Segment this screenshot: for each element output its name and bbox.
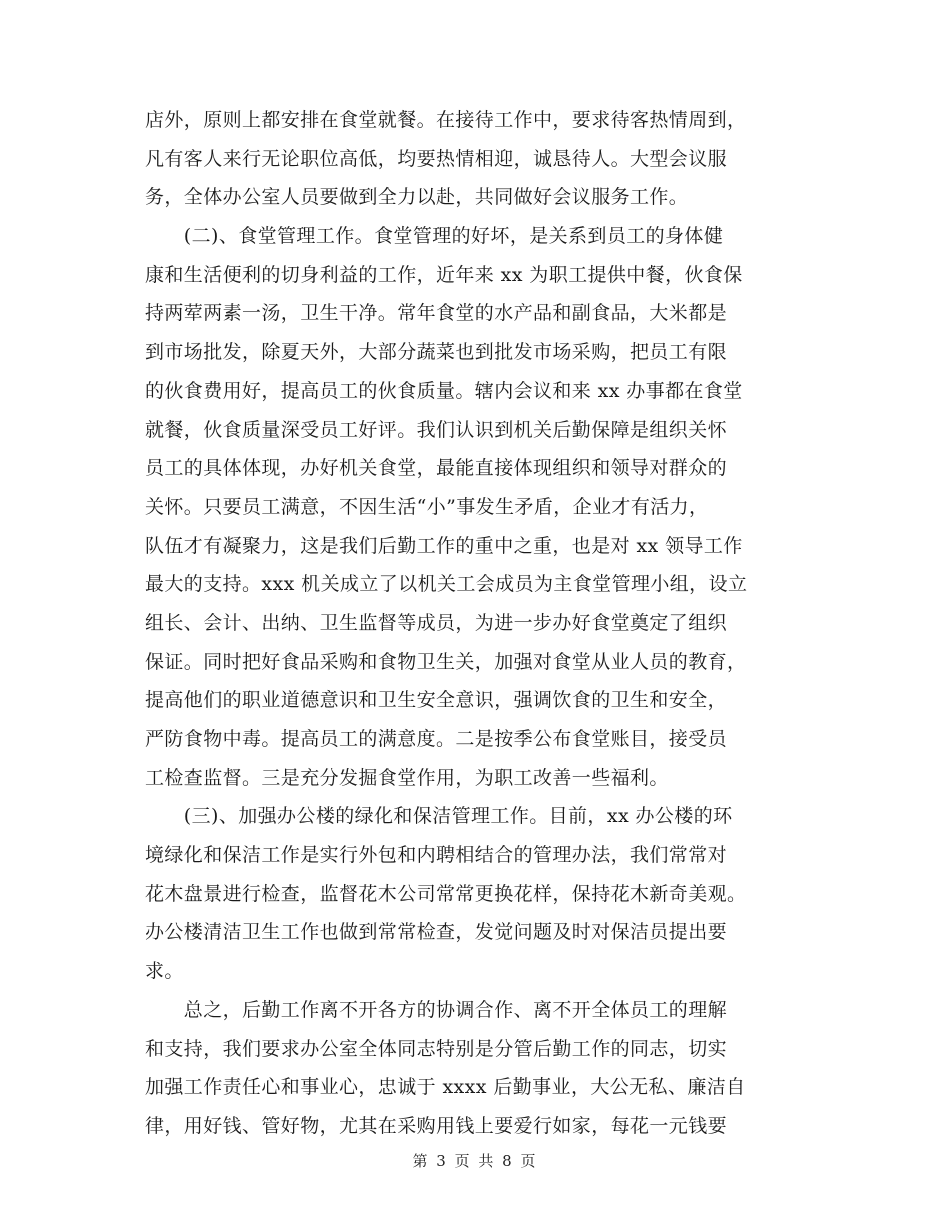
text-line: 就餐，伙食质量深受员工好评。我们认识到机关后勤保障是组织关怀: [145, 418, 728, 441]
text-line: 加强工作责任心和事业心，忠诚于 xxxx 后勤事业，大公无私、廉洁自: [145, 1076, 746, 1099]
text-line: 花木盘景进行检查，监督花木公司常常更换花样，保持花木新奇美观。: [145, 882, 747, 905]
text-line: 务，全体办公室人员要做到全力以赴，共同做好会议服务工作。: [145, 186, 689, 209]
text-line: 总之，后勤工作离不开各方的协调合作、离不开全体员工的理解: [145, 998, 728, 1021]
text-line: 提高他们的职业道德意识和卫生安全意识，强调饮食的卫生和安全，: [145, 689, 728, 712]
text-line: 工检查监督。三是充分发掘食堂作用，为职工改善一些福利。: [145, 766, 669, 789]
page-footer: 第 3 页 共 8 页: [412, 1152, 538, 1170]
text-line: 最大的支持。xxx 机关成立了以机关工会成员为主食堂管理小组，设立: [145, 573, 748, 596]
text-line: 凡有客人来行无论职位高低，均要热情相迎，诚恳待人。大型会议服: [145, 147, 728, 170]
text-line: 和支持，我们要求办公室全体同志特别是分管后勤工作的同志，切实: [145, 1037, 728, 1060]
text-line: 组长、会计、出纳、卫生监督等成员，为进一步办好食堂奠定了组织: [145, 611, 728, 634]
text-line: (二)、食堂管理工作。食堂管理的好坏，是关系到员工的身体健: [145, 225, 724, 248]
text-line: 队伍才有凝聚力，这是我们后勤工作的重中之重，也是对 xx 领导工作: [145, 534, 743, 557]
text-line: 的伙食费用好，提高员工的伙食质量。辖内会议和来 xx 办事都在食堂: [145, 379, 743, 402]
text-line: 关怀。只要员工满意，不因生活“小”事发生矛盾，企业才有活力，: [145, 495, 709, 518]
text-line: 境绿化和保洁工作是实行外包和内聘相结合的管理办法，我们常常对: [145, 844, 728, 867]
text-line: 严防食物中毒。提高员工的满意度。二是按季公布食堂账目，接受员: [145, 728, 728, 750]
body-text: [145, 101, 805, 1146]
text-line: 求。: [145, 960, 184, 983]
text-line: 办公楼清洁卫生工作也做到常常检查，发觉问题及时对保洁员提出要: [145, 921, 728, 944]
text-line: 员工的具体体现，办好机关食堂，最能直接体现组织和领导对群众的: [145, 457, 728, 480]
text-line: 保证。同时把好食品采购和食物卫生关，加强对食堂从业人员的教育，: [145, 650, 747, 673]
text-line: 律，用好钱、管好物，尤其在采购用钱上要爱行如家，每花一元钱要: [145, 1114, 728, 1137]
text-line: 持两荤两素一汤，卫生干净。常年食堂的水产品和副食品，大米都是: [145, 302, 728, 325]
text-line: 店外，原则上都安排在食堂就餐。在接待工作中，要求待客热情周到，: [145, 109, 747, 131]
text-line: (三)、加强办公楼的绿化和保洁管理工作。目前，xx 办公楼的环: [145, 805, 733, 828]
text-line: 康和生活便利的切身利益的工作，近年来 xx 为职工提供中餐，伙食保: [145, 263, 743, 286]
text-line: 到市场批发，除夏天外，大部分蔬菜也到批发市场采购，把员工有限: [145, 341, 728, 364]
